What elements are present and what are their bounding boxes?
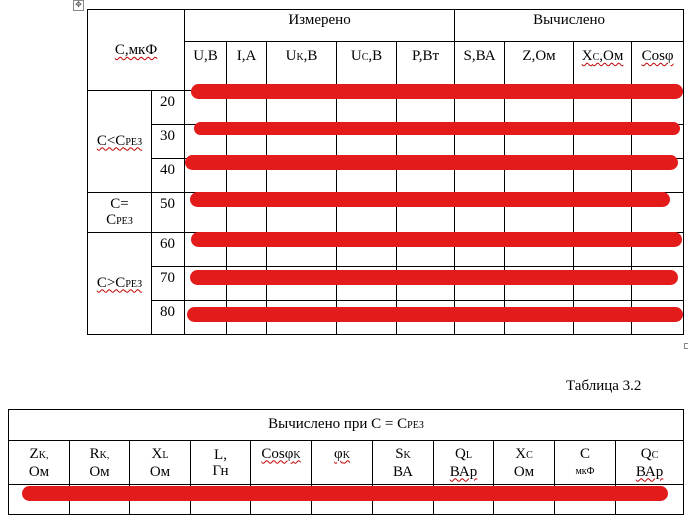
capacitance-value: 70 [152, 267, 185, 301]
redaction-stroke [191, 84, 683, 99]
corner-header: С,мкФ [88, 10, 185, 91]
redaction-stroke [194, 122, 680, 135]
capacitance-value: 80 [152, 301, 185, 335]
redaction-stroke [185, 155, 678, 170]
row-group-label-greater: С>СРЕЗ [88, 233, 152, 335]
redaction-stroke [191, 232, 682, 247]
capacitance-value: 50 [152, 193, 185, 233]
col-header-rk: RK, Ом [70, 441, 130, 485]
group-header-computed: Вычислено [455, 10, 684, 42]
col-header-uc: UC,В [337, 42, 397, 91]
redaction-stroke [22, 486, 668, 501]
resonance-table-title: Вычислено при С = СРЕЗ [9, 410, 684, 441]
capacitance-value: 60 [152, 233, 185, 267]
col-header-xc: XC Ом [494, 441, 555, 485]
measurements-table [87, 9, 684, 335]
col-header-c: С мкФ [555, 441, 616, 485]
capacitance-value: 30 [152, 125, 185, 159]
col-header-cosphi: Cosφ [632, 42, 684, 91]
col-header-s: S,ВА [455, 42, 505, 91]
col-header-uk: UK,В [267, 42, 337, 91]
col-header-u: U,В [185, 42, 227, 91]
col-header-phik: φK [312, 441, 373, 485]
col-header-cosphik: CosφK [251, 441, 312, 485]
table-caption: Таблица 3.2 [566, 378, 642, 394]
redaction-stroke [190, 270, 678, 285]
row-group-label-less: С<СРЕЗ [88, 91, 152, 193]
capacitance-value: 20 [152, 91, 185, 125]
col-header-i: I,А [227, 42, 267, 91]
col-header-sk: SK ВА [373, 441, 434, 485]
row-group-label-equal: С= СРЕЗ [88, 193, 152, 233]
capacitance-value: 40 [152, 159, 185, 193]
col-header-p: P,Вт [397, 42, 455, 91]
table-move-handle-icon[interactable]: ✥ [73, 0, 84, 11]
redaction-stroke [187, 307, 683, 322]
col-header-l: L, Гн [191, 441, 251, 485]
col-header-ql: QL ВАр [434, 441, 494, 485]
col-header-zk: ZK, Ом [9, 441, 70, 485]
redaction-stroke [190, 192, 670, 207]
col-header-xl: XL Ом [130, 441, 191, 485]
col-header-qc: QC ВАр [616, 441, 684, 485]
col-header-z: Z,Ом [505, 42, 574, 91]
table-resize-handle[interactable] [684, 343, 688, 349]
col-header-xc: XC,Ом [574, 42, 632, 91]
group-header-measured: Измерено [185, 10, 455, 42]
